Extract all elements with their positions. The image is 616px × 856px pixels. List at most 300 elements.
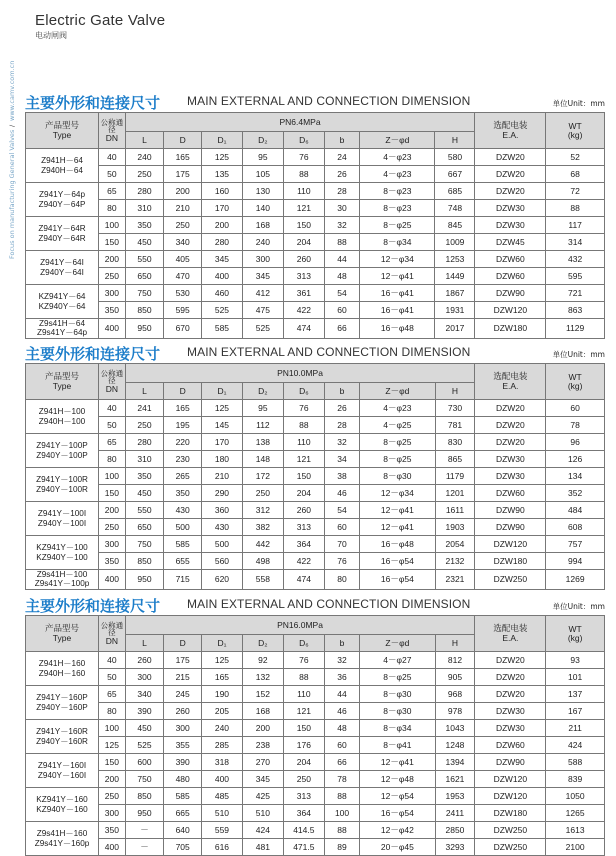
unit-label: 单位Unit：mm bbox=[552, 602, 605, 611]
table-row bbox=[26, 251, 605, 268]
header-d6: D₆ bbox=[283, 132, 324, 149]
table-cell: 721 bbox=[546, 285, 605, 302]
table-cell: 240 bbox=[125, 149, 164, 166]
header-ea bbox=[475, 364, 546, 400]
table-cell: 68 bbox=[546, 166, 605, 183]
table-cell: 12－φ34 bbox=[360, 485, 435, 502]
table-cell: 655 bbox=[164, 553, 202, 570]
table-cell: 110 bbox=[283, 434, 324, 451]
table-cell: 250 bbox=[99, 268, 126, 285]
header-z: Z－φd bbox=[360, 635, 435, 652]
section-title-en: MAIN EXTERNAL AND CONNECTION DIMENSION bbox=[187, 94, 471, 108]
table-cell: 310 bbox=[125, 200, 164, 217]
header-h: H bbox=[435, 635, 475, 652]
table-cell: 165 bbox=[164, 400, 202, 417]
header-d1: D₁ bbox=[201, 132, 242, 149]
table-cell: 88 bbox=[324, 234, 359, 251]
table-cell: 204 bbox=[283, 485, 324, 502]
table-cell: 200 bbox=[99, 771, 126, 788]
header-b: b bbox=[324, 132, 359, 149]
table-cell: 1179 bbox=[435, 468, 475, 485]
table-cell: 400 bbox=[99, 839, 126, 856]
table-cell: 16－φ54 bbox=[360, 570, 435, 590]
table-cell: 105 bbox=[242, 166, 283, 183]
table-cell: DZW120 bbox=[475, 302, 546, 319]
table-cell: 4－φ23 bbox=[360, 149, 435, 166]
table-cell: DZW90 bbox=[475, 754, 546, 771]
table-cell: 485 bbox=[201, 788, 242, 805]
table-cell: 905 bbox=[435, 669, 475, 686]
type-cell: Z9s41H－100 Z9s41Y－100p bbox=[26, 570, 99, 590]
table-cell: 167 bbox=[546, 703, 605, 720]
table-cell: 28 bbox=[324, 183, 359, 200]
table-row bbox=[26, 502, 605, 519]
table-cell: 1269 bbox=[546, 570, 605, 590]
table-cell: 110 bbox=[283, 686, 324, 703]
table-cell: 12－φ42 bbox=[360, 822, 435, 839]
table-cell: DZW120 bbox=[475, 771, 546, 788]
header-type-en: Type bbox=[52, 380, 72, 391]
table-cell: 100 bbox=[99, 720, 126, 737]
table-cell: 360 bbox=[201, 502, 242, 519]
table-cell: 65 bbox=[99, 183, 126, 200]
table-row bbox=[26, 319, 605, 339]
header-d: D bbox=[164, 383, 202, 400]
table-cell: 475 bbox=[242, 302, 283, 319]
header-ea-cn: 选配电装 bbox=[493, 372, 528, 382]
dimension-table bbox=[25, 112, 605, 339]
header-dn-en: DN bbox=[105, 132, 118, 143]
table-cell: 530 bbox=[164, 285, 202, 302]
table-cell: 310 bbox=[125, 451, 164, 468]
table-cell: 65 bbox=[99, 686, 126, 703]
table-cell: 20－φ45 bbox=[360, 839, 435, 856]
table-row bbox=[26, 166, 605, 183]
table-row bbox=[26, 485, 605, 502]
table-cell: 150 bbox=[99, 234, 126, 251]
table-cell: 608 bbox=[546, 519, 605, 536]
table-cell: DZW30 bbox=[475, 468, 546, 485]
type-cell: Z941Y－160P Z940Y－160P bbox=[26, 686, 99, 720]
table-cell: 76 bbox=[283, 149, 324, 166]
table-cell: 260 bbox=[164, 703, 202, 720]
section-title-cn: 主要外形和连接尺寸 bbox=[25, 597, 161, 615]
table-cell: 88 bbox=[283, 166, 324, 183]
table-cell: 48 bbox=[324, 720, 359, 737]
table-row bbox=[26, 822, 605, 839]
table-cell: 422 bbox=[283, 553, 324, 570]
table-cell: 665 bbox=[164, 805, 202, 822]
header-d6: D₆ bbox=[283, 635, 324, 652]
table-cell: 28 bbox=[324, 417, 359, 434]
table-row bbox=[26, 839, 605, 856]
table-cell: 125 bbox=[201, 149, 242, 166]
header-wt-en: WT bbox=[568, 372, 582, 382]
table-cell: 382 bbox=[242, 519, 283, 536]
table-cell: 361 bbox=[283, 285, 324, 302]
table-cell: 36 bbox=[324, 669, 359, 686]
table-cell: 170 bbox=[201, 200, 242, 217]
table-cell: 425 bbox=[242, 788, 283, 805]
table-cell: 230 bbox=[164, 451, 202, 468]
dimension-section bbox=[25, 92, 605, 339]
table-cell: 863 bbox=[546, 302, 605, 319]
table-cell: 750 bbox=[125, 771, 164, 788]
table-cell: 313 bbox=[283, 268, 324, 285]
table-cell: 78 bbox=[546, 417, 605, 434]
table-cell: 318 bbox=[201, 754, 242, 771]
table-cell: 8－φ41 bbox=[360, 737, 435, 754]
table-cell: 8－φ30 bbox=[360, 703, 435, 720]
table-cell: 1449 bbox=[435, 268, 475, 285]
header-ea-en: E.A. bbox=[502, 380, 519, 391]
type-cell: Z941Y－100R Z940Y－100R bbox=[26, 468, 99, 502]
section-heading bbox=[25, 595, 605, 615]
table-cell: DZW20 bbox=[475, 686, 546, 703]
table-cell: 150 bbox=[283, 217, 324, 234]
table-cell: 165 bbox=[164, 149, 202, 166]
table-cell: 50 bbox=[99, 417, 126, 434]
table-row bbox=[26, 703, 605, 720]
header-d2: D₂ bbox=[242, 635, 283, 652]
table-cell: DZW90 bbox=[475, 502, 546, 519]
table-cell: 80 bbox=[99, 200, 126, 217]
dimension-section bbox=[25, 343, 605, 590]
table-cell: 175 bbox=[164, 652, 202, 669]
header-d: D bbox=[164, 132, 202, 149]
table-cell: 300 bbox=[99, 536, 126, 553]
header-dn bbox=[99, 364, 126, 400]
table-cell: 16－φ41 bbox=[360, 302, 435, 319]
table-row bbox=[26, 183, 605, 200]
table-cell: 510 bbox=[201, 805, 242, 822]
table-cell: 44 bbox=[324, 251, 359, 268]
table-cell: 300 bbox=[125, 669, 164, 686]
header-type-cn: 产品型号 bbox=[45, 121, 80, 131]
table-cell: 750 bbox=[125, 285, 164, 302]
table-cell: 1043 bbox=[435, 720, 475, 737]
table-cell: 260 bbox=[283, 251, 324, 268]
table-row bbox=[26, 217, 605, 234]
table-cell: 80 bbox=[99, 451, 126, 468]
table-cell: 100 bbox=[99, 468, 126, 485]
header-d2: D₂ bbox=[242, 383, 283, 400]
table-cell: 280 bbox=[125, 434, 164, 451]
table-cell: 620 bbox=[201, 570, 242, 590]
table-cell: 1129 bbox=[546, 319, 605, 339]
table-cell: 850 bbox=[125, 788, 164, 805]
table-cell: 450 bbox=[125, 485, 164, 502]
table-cell: 280 bbox=[125, 183, 164, 200]
table-cell: 442 bbox=[242, 536, 283, 553]
type-cell: Z941H－100 Z940H－100 bbox=[26, 400, 99, 434]
type-cell: KZ941Y－100 KZ940Y－100 bbox=[26, 536, 99, 570]
table-cell: 839 bbox=[546, 771, 605, 788]
table-cell: 270 bbox=[242, 754, 283, 771]
table-cell: 670 bbox=[164, 319, 202, 339]
table-cell: DZW180 bbox=[475, 553, 546, 570]
table-cell: 595 bbox=[546, 268, 605, 285]
table-cell: 474 bbox=[283, 570, 324, 590]
table-cell: 40 bbox=[99, 400, 126, 417]
table-cell: 2411 bbox=[435, 805, 475, 822]
table-cell: DZW20 bbox=[475, 652, 546, 669]
header-h: H bbox=[435, 132, 475, 149]
table-cell: 40 bbox=[99, 652, 126, 669]
table-cell: 4－φ23 bbox=[360, 166, 435, 183]
header-type bbox=[26, 364, 99, 400]
page-title: Electric Gate Valve bbox=[35, 12, 166, 29]
table-cell: 1621 bbox=[435, 771, 475, 788]
table-cell: 460 bbox=[201, 285, 242, 302]
table-row bbox=[26, 737, 605, 754]
table-cell: 1248 bbox=[435, 737, 475, 754]
table-cell: 300 bbox=[242, 251, 283, 268]
table-cell: 30 bbox=[324, 200, 359, 217]
section-title-en: MAIN EXTERNAL AND CONNECTION DIMENSION bbox=[187, 345, 471, 359]
table-cell: 600 bbox=[125, 754, 164, 771]
table-cell: 32 bbox=[324, 652, 359, 669]
table-cell: 215 bbox=[164, 669, 202, 686]
header-wt-unit: (kg) bbox=[567, 129, 583, 140]
table-cell: DZW120 bbox=[475, 788, 546, 805]
table-cell: 50 bbox=[99, 166, 126, 183]
table-cell: 1953 bbox=[435, 788, 475, 805]
table-cell: 640 bbox=[164, 822, 202, 839]
table-row bbox=[26, 468, 605, 485]
header-type-cn: 产品型号 bbox=[45, 372, 80, 382]
table-cell: DZW250 bbox=[475, 570, 546, 590]
header-d1: D₁ bbox=[201, 383, 242, 400]
table-cell: 595 bbox=[164, 302, 202, 319]
table-row bbox=[26, 302, 605, 319]
table-cell: 350 bbox=[99, 822, 126, 839]
table-cell: 16－φ48 bbox=[360, 319, 435, 339]
table-cell: 950 bbox=[125, 570, 164, 590]
table-cell: 340 bbox=[125, 686, 164, 703]
table-cell: 560 bbox=[201, 553, 242, 570]
table-row bbox=[26, 400, 605, 417]
table-cell: 345 bbox=[242, 771, 283, 788]
table-cell: DZW180 bbox=[475, 319, 546, 339]
table-cell: DZW20 bbox=[475, 400, 546, 417]
table-cell: 481 bbox=[242, 839, 283, 856]
table-cell: 195 bbox=[164, 417, 202, 434]
table-cell: 130 bbox=[242, 183, 283, 200]
table-cell: 390 bbox=[164, 754, 202, 771]
table-cell: 26 bbox=[324, 166, 359, 183]
table-cell: 480 bbox=[164, 771, 202, 788]
table-cell: 585 bbox=[164, 788, 202, 805]
table-cell: 750 bbox=[125, 536, 164, 553]
table-cell: 550 bbox=[125, 502, 164, 519]
table-cell: 8－φ34 bbox=[360, 720, 435, 737]
type-cell: Z941Y－160I Z940Y－160I bbox=[26, 754, 99, 788]
table-cell: 60 bbox=[546, 400, 605, 417]
table-row bbox=[26, 805, 605, 822]
table-cell: 705 bbox=[164, 839, 202, 856]
table-cell: 34 bbox=[324, 451, 359, 468]
table-cell: 8－φ23 bbox=[360, 200, 435, 217]
table-cell: 405 bbox=[164, 251, 202, 268]
table-cell: 430 bbox=[164, 502, 202, 519]
table-cell: 525 bbox=[242, 319, 283, 339]
table-cell: 781 bbox=[435, 417, 475, 434]
table-cell: 80 bbox=[99, 703, 126, 720]
table-cell: 88 bbox=[283, 669, 324, 686]
table-cell: 241 bbox=[125, 400, 164, 417]
table-cell: DZW20 bbox=[475, 669, 546, 686]
table-cell: 2100 bbox=[546, 839, 605, 856]
table-cell: 66 bbox=[324, 319, 359, 339]
table-cell: 1613 bbox=[546, 822, 605, 839]
table-cell: 150 bbox=[283, 468, 324, 485]
table-cell: 588 bbox=[546, 754, 605, 771]
header-d6: D₆ bbox=[283, 383, 324, 400]
table-cell: 250 bbox=[99, 519, 126, 536]
table-cell: 145 bbox=[201, 417, 242, 434]
table-cell: 180 bbox=[201, 451, 242, 468]
table-cell: 616 bbox=[201, 839, 242, 856]
table-cell: 125 bbox=[201, 652, 242, 669]
table-cell: 845 bbox=[435, 217, 475, 234]
table-cell: 450 bbox=[125, 234, 164, 251]
table-cell: 204 bbox=[283, 234, 324, 251]
table-cell: 60 bbox=[324, 519, 359, 536]
header-dn-cn: 公称通径 bbox=[100, 620, 124, 638]
table-cell: 1050 bbox=[546, 788, 605, 805]
table-cell: 92 bbox=[242, 652, 283, 669]
table-cell: 8－φ34 bbox=[360, 234, 435, 251]
table-cell: 2017 bbox=[435, 319, 475, 339]
table-cell: 210 bbox=[164, 200, 202, 217]
header-wt bbox=[546, 113, 605, 149]
header-ea bbox=[475, 113, 546, 149]
table-cell: 650 bbox=[125, 268, 164, 285]
table-cell: 285 bbox=[201, 737, 242, 754]
header-wt-en: WT bbox=[568, 121, 582, 131]
section-heading bbox=[25, 343, 605, 363]
table-cell: 300 bbox=[99, 285, 126, 302]
table-cell: DZW90 bbox=[475, 285, 546, 302]
table-row bbox=[26, 268, 605, 285]
table-cell: 44 bbox=[324, 686, 359, 703]
table-cell: 100 bbox=[324, 805, 359, 822]
table-cell: 450 bbox=[125, 720, 164, 737]
section-title-cn: 主要外形和连接尺寸 bbox=[25, 94, 161, 112]
table-cell: 1201 bbox=[435, 485, 475, 502]
table-cell: 8－φ25 bbox=[360, 451, 435, 468]
table-cell: 125 bbox=[99, 737, 126, 754]
table-cell: 160 bbox=[201, 183, 242, 200]
table-cell: DZW30 bbox=[475, 703, 546, 720]
table-cell: 150 bbox=[99, 485, 126, 502]
type-cell: KZ941Y－160 KZ940Y－160 bbox=[26, 788, 99, 822]
table-cell: 200 bbox=[99, 251, 126, 268]
table-cell: 1394 bbox=[435, 754, 475, 771]
table-cell: 137 bbox=[546, 686, 605, 703]
table-cell: 312 bbox=[242, 502, 283, 519]
table-cell: 968 bbox=[435, 686, 475, 703]
table-cell: 250 bbox=[99, 788, 126, 805]
table-cell: 211 bbox=[546, 720, 605, 737]
table-cell: 345 bbox=[201, 251, 242, 268]
table-cell: 125 bbox=[201, 400, 242, 417]
page-subtitle: 电动闸阀 bbox=[35, 31, 67, 40]
table-cell: 121 bbox=[283, 703, 324, 720]
table-cell: 2850 bbox=[435, 822, 475, 839]
table-cell: 300 bbox=[99, 805, 126, 822]
table-cell: 54 bbox=[324, 502, 359, 519]
table-cell: 1867 bbox=[435, 285, 475, 302]
table-cell: 313 bbox=[283, 519, 324, 536]
table-cell: 730 bbox=[435, 400, 475, 417]
dimension-table bbox=[25, 615, 605, 856]
header-d1: D₁ bbox=[201, 635, 242, 652]
table-cell: 585 bbox=[201, 319, 242, 339]
table-cell: 148 bbox=[242, 451, 283, 468]
table-cell: 430 bbox=[201, 519, 242, 536]
table-cell: DZW20 bbox=[475, 417, 546, 434]
table-cell: 850 bbox=[125, 302, 164, 319]
table-row bbox=[26, 570, 605, 590]
table-cell: 88 bbox=[283, 417, 324, 434]
side-website-text: www.camv.com.cn bbox=[8, 61, 16, 122]
table-cell: 350 bbox=[99, 553, 126, 570]
table-row bbox=[26, 200, 605, 217]
table-cell: 26 bbox=[324, 400, 359, 417]
table-cell: 210 bbox=[201, 468, 242, 485]
table-cell: 76 bbox=[283, 400, 324, 417]
table-cell: 200 bbox=[99, 502, 126, 519]
table-cell: 1931 bbox=[435, 302, 475, 319]
header-dn-en: DN bbox=[105, 383, 118, 394]
table-cell: 170 bbox=[201, 434, 242, 451]
section-title-cn: 主要外形和连接尺寸 bbox=[25, 345, 161, 363]
table-cell: 88 bbox=[324, 822, 359, 839]
table-cell: 76 bbox=[283, 652, 324, 669]
table-row bbox=[26, 754, 605, 771]
table-row bbox=[26, 285, 605, 302]
table-cell: 500 bbox=[201, 536, 242, 553]
table-row bbox=[26, 771, 605, 788]
table-cell: 471.5 bbox=[283, 839, 324, 856]
table-cell: 550 bbox=[125, 251, 164, 268]
header-pressure: PN6.4MPa bbox=[125, 113, 475, 132]
table-cell: 12－φ41 bbox=[360, 502, 435, 519]
table-cell: DZW45 bbox=[475, 234, 546, 251]
unit-label: 单位Unit：mm bbox=[552, 99, 605, 108]
table-cell: 40 bbox=[99, 149, 126, 166]
header-pressure: PN16.0MPa bbox=[125, 616, 475, 635]
table-cell: DZW250 bbox=[475, 822, 546, 839]
table-cell: DZW180 bbox=[475, 805, 546, 822]
table-cell: － bbox=[125, 822, 164, 839]
table-cell: 100 bbox=[99, 217, 126, 234]
table-cell: 250 bbox=[283, 771, 324, 788]
dimension-section bbox=[25, 595, 605, 856]
table-cell: 32 bbox=[324, 217, 359, 234]
table-cell: 220 bbox=[164, 434, 202, 451]
table-cell: 3293 bbox=[435, 839, 475, 856]
table-cell: 134 bbox=[546, 468, 605, 485]
header-ea-en: E.A. bbox=[502, 632, 519, 643]
table-cell: 812 bbox=[435, 652, 475, 669]
table-cell: 1611 bbox=[435, 502, 475, 519]
header-ea-en: E.A. bbox=[502, 129, 519, 140]
table-cell: 32 bbox=[324, 434, 359, 451]
table-cell: 126 bbox=[546, 451, 605, 468]
